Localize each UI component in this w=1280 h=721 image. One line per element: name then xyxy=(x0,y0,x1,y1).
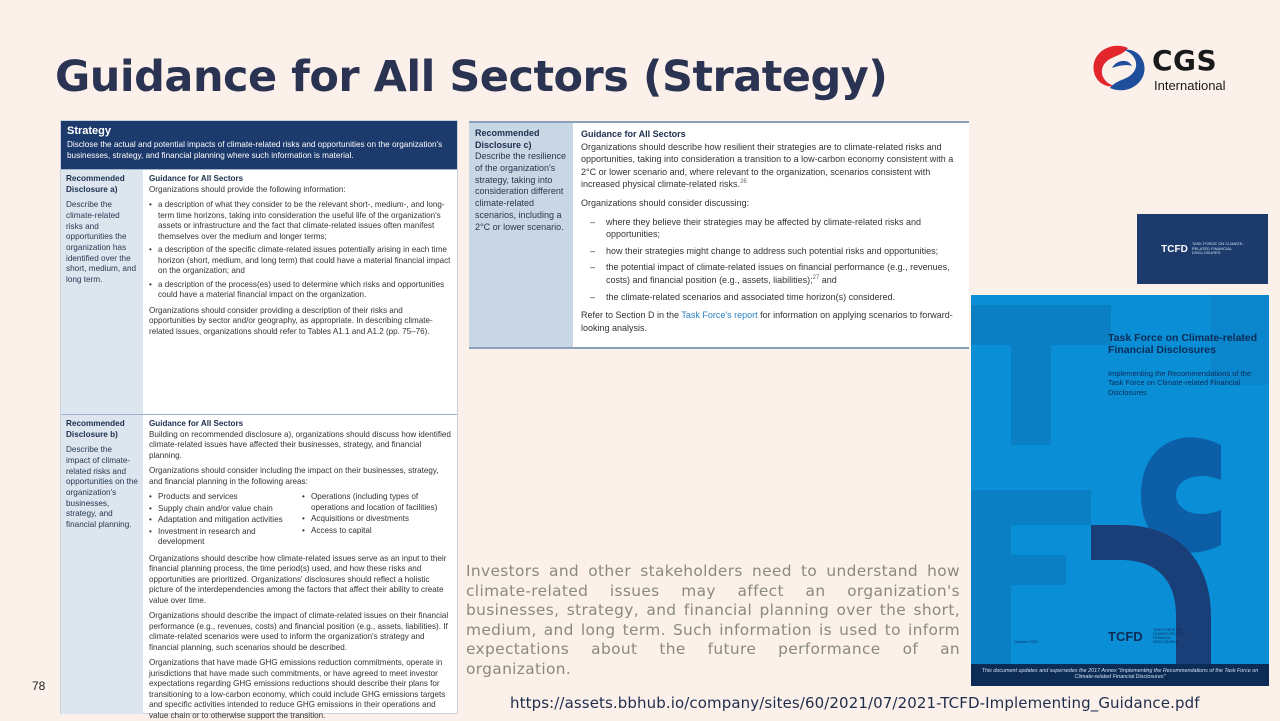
investor-quote: Investors and other stakeholders need to understand how climate-related issues may affect an organization's businesses, strategy, and financial planning over the short, medium, and long term. Such information is used to inform expectations about the future performance of an organization. xyxy=(466,562,960,678)
guidance-paragraph: Organizations should describe how climate-related issues serve as an input to their financial planning process, the time period(s) used, and how these risks and opportunities are prioritized. Organizations' disclosures should reflect a holistic picture of the interdependencies among the factors that affect their ability to create value over time. xyxy=(149,553,447,605)
cover-logo: TCFD xyxy=(1108,629,1143,644)
guidance-intro: Organizations should provide the following information: xyxy=(149,184,346,194)
list-item: • Adaptation and mitigation activities xyxy=(149,515,298,526)
cover-logo-sub: TASK FORCE ON CLIMATE-RELATED FINANCIAL DISCLOSURES xyxy=(1153,628,1185,644)
list-item: • a description of the specific climate-related issues potentially arising in each time horizon (short, medium, and long term) that could have a material financial impact on the organization; and xyxy=(149,245,451,277)
guidance-paragraph: Organizations should describe the impact of climate-related issues on their financial performance (e.g., revenues, costs) and financial position (e.g., assets, liabilities). If climate-related scenarios were used to inform the organization's strategy and financial planning, such scenarios should be described. xyxy=(149,611,449,652)
disclosure-c-text: Describe the resilience of the organization's strategy, taking into consideration different climate-related scenarios, including a 2°C or lower scenario. xyxy=(475,151,567,232)
impact-areas-left xyxy=(149,492,298,549)
list-item: – the climate-related scenarios and associated time horizon(s) considered. xyxy=(581,291,961,304)
consider-list xyxy=(581,216,961,304)
list-item: – how their strategies might change to address such potential risks and opportunities; xyxy=(581,245,961,258)
strategy-table xyxy=(60,120,458,720)
guidance-closing: Organizations should consider providing a description of their risks and opportunities by sector and/or geography, as appropriate. In describing climate-related issues, organizations should refer to Tables A1.1 and A1.2 (pp. 75–76). xyxy=(149,305,433,336)
task-force-report-link[interactable]: Task Force's report xyxy=(681,310,758,321)
refer-text: Refer to Section D in the Task Force's report for information on applying scenarios to forward-looking analysis. xyxy=(581,310,953,333)
cover-date: October 2021 xyxy=(1014,639,1039,644)
logo-brand: CGS xyxy=(1152,44,1218,77)
list-item: • Access to capital xyxy=(302,526,451,537)
list-item: • Investment in research and development xyxy=(149,527,298,548)
cgs-swirl-icon xyxy=(1088,42,1150,94)
guidance-heading: Guidance for All Sectors xyxy=(581,129,686,139)
guidance-intro-2: Organizations should consider including the impact on their businesses, strategy, and financial planning in the following areas: xyxy=(149,466,439,486)
cgs-logo xyxy=(1086,40,1236,96)
disclosure-b-row xyxy=(61,414,457,720)
list-item: – the potential impact of climate-related issues on financial performance (e.g., revenues, costs) and financial position (e.g., assets, liabilities);$^{27}$ and xyxy=(581,261,961,286)
cover-footer: This document updates and supersedes the 2017 Annex "Implementing the Recommendations of the Task Force on Climate-related Financial Disclosures" xyxy=(971,664,1269,686)
disclosure-c-table xyxy=(469,121,969,349)
disclosure-a-text: Describe the climate-related risks and opportunities the organization has identified over the short, medium, and long term. xyxy=(66,200,137,284)
report-cover xyxy=(971,295,1269,686)
guidance-paragraph: Organizations that have made GHG emissions reduction commitments, operate in jurisdictions that have made such commitments, or have agreed to meet investor expectations regarding GHG emissions reductions should describe their plans for transitioning to a low-carbon economy, which could include GHG emissions targets and specific activities intended to reduce GHG emissions in their operations and value chain or to otherwise support the transition. xyxy=(149,658,446,720)
guidance-intro: Building on recommended disclosure a), organizations should discuss how identified climate-related issues have affected their businesses, strategy, and financial planning. xyxy=(149,429,451,460)
guidance-bullets xyxy=(149,200,451,301)
disclosure-a-label: Recommended Disclosure a) xyxy=(66,174,125,194)
impact-areas-right xyxy=(302,492,451,549)
tcfd-badge-label: TCFD xyxy=(1161,243,1188,255)
cover-subtitle: Implementing the Recommendations of the Task Force on Climate-related Financial Disclosures xyxy=(1108,369,1251,397)
list-item: – where they believe their strategies may be affected by climate-related risks and opportunities; xyxy=(581,216,961,241)
list-item: • Operations (including types of operations and location of facilities) xyxy=(302,492,451,513)
footnote-ref: 26 xyxy=(740,179,747,186)
list-item: • Supply chain and/or value chain xyxy=(149,504,298,515)
logo-sub: International xyxy=(1154,78,1226,93)
list-item: • Products and services xyxy=(149,492,298,503)
impact-areas xyxy=(149,492,451,549)
strategy-description: Disclose the actual and potential impacts of climate-related risks and opportunities on the organization's businesses, strategy, and financial planning where such information is material. xyxy=(67,140,443,160)
cover-title: Task Force on Climate-related Financial Disclosures xyxy=(1108,332,1258,357)
list-item: • a description of what they consider to be the relevant short-, medium-, and long-term time horizons, taking into consideration the useful life of the organization's assets or infrastructure and the fact that climate-related issues often manifest themselves over the medium and longer terms; xyxy=(149,200,451,242)
list-item: • a description of the process(es) used to determine which risks and opportunities could have a material financial impact on the organization. xyxy=(149,280,451,301)
tcfd-badge-sub: TASK FORCE ON CLIMATE-RELATED FINANCIAL DISCLOSURES xyxy=(1191,241,1244,256)
disclosure-b-text: Describe the impact of climate-related risks and opportunities on the organization's businesses, strategy, and financial planning. xyxy=(66,445,138,529)
tcfd-badge xyxy=(1137,214,1268,284)
strategy-header xyxy=(61,121,457,169)
disclosure-b-label: Recommended Disclosure b) xyxy=(66,419,125,439)
consider-heading: Organizations should consider discussing: xyxy=(581,197,750,208)
guidance-heading: Guidance for All Sectors xyxy=(149,174,244,183)
page-number: 78 xyxy=(32,679,46,693)
guidance-heading: Guidance for All Sectors xyxy=(149,419,244,428)
source-url[interactable]: https://assets.bbhub.io/company/sites/60/2021/07/2021-TCFD-Implementing_Guidance.pdf xyxy=(510,694,1200,712)
disclosure-a-row xyxy=(61,169,457,414)
slide-title: Guidance for All Sectors (Strategy) xyxy=(55,52,888,102)
disclosure-c-label: Recommended Disclosure c) xyxy=(475,128,540,150)
strategy-heading: Strategy xyxy=(67,125,112,137)
guidance-intro: Organizations should describe how resilient their strategies are to climate-related risks and opportunities, taking into consideration a transition to a low-carbon economy consistent with a 2°C or lower scenario and, where relevant to the organization, scenarios consistent with increased physical climate-related risks. xyxy=(581,141,954,190)
list-item: • Acquisitions or divestments xyxy=(302,514,451,525)
